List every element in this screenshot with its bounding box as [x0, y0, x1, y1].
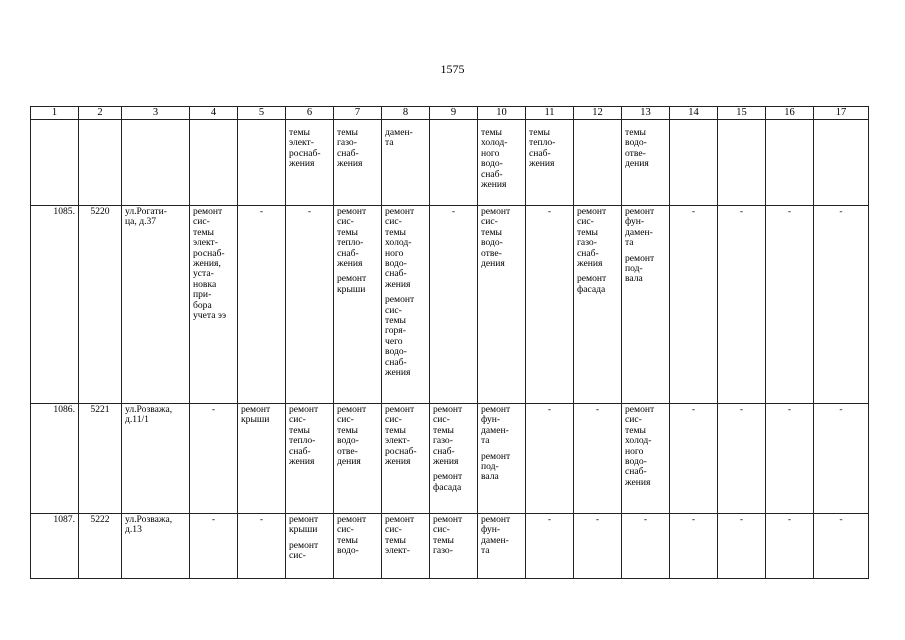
cell-entry: - [839, 206, 843, 217]
table-body [31, 120, 869, 579]
table-cell-col-17 [814, 120, 869, 206]
table-cell-col-5 [238, 404, 286, 514]
table-cell-col-13 [622, 404, 670, 514]
table-cell-col-2 [79, 514, 122, 579]
table-cell-col-9 [430, 120, 478, 206]
cell-entry: - [547, 404, 552, 415]
table-cell-col-13 [622, 206, 670, 404]
table-cell-col-8 [382, 404, 430, 514]
cell-entry: - [307, 206, 312, 217]
table-cell-col-6 [286, 404, 334, 514]
cell-entry: ремонт сис- темы водо- отве- дения [337, 404, 367, 468]
table-cell-col-16 [766, 120, 814, 206]
cell-entry: - [211, 514, 216, 525]
table-cell-col-7 [334, 514, 382, 579]
cell-entry: ремонт под- вала [625, 252, 655, 285]
cell-entry: - [787, 514, 792, 525]
table-cell-col-17 [814, 206, 869, 404]
cell-entry: ремонт сис- темы тепло- снаб- жения [289, 404, 319, 468]
table-cell-col-9 [430, 514, 478, 579]
column-number-row [31, 107, 869, 120]
cell-entry: - [691, 404, 696, 415]
table-cell-col-8 [382, 206, 430, 404]
column-header-14: 14 [670, 107, 718, 120]
table-cell-col-15 [718, 206, 766, 404]
cell-entry: - [211, 404, 216, 415]
column-header-6: 6 [286, 107, 334, 120]
cell-entry: 1087. [53, 514, 75, 525]
table-cell-col-11 [526, 514, 574, 579]
cell-entry: - [595, 404, 600, 415]
table-cell-col-10 [478, 514, 526, 579]
cell-entry: ремонт фун- дамен- та [625, 206, 655, 249]
table-cell-col-16 [766, 404, 814, 514]
cell-entry: - [259, 514, 264, 525]
column-header-4: 4 [190, 107, 238, 120]
cell-entry: - [259, 206, 264, 217]
table-cell-col-4 [190, 120, 238, 206]
cell-entry: ремонт фун- дамен- та [481, 514, 511, 557]
cell-entry: - [739, 514, 744, 525]
column-header-2: 2 [79, 107, 122, 120]
table-cell-col-12 [574, 404, 622, 514]
table-cell-col-1 [31, 404, 79, 514]
cell-entry: ремонт фасада [577, 273, 607, 295]
cell-entry: темы элект- роснаб- жения [289, 127, 321, 170]
page-number: 1575 [440, 62, 465, 76]
table-cell-col-2 [79, 206, 122, 404]
column-header-16: 16 [766, 107, 814, 120]
column-header-3: 3 [122, 107, 190, 120]
table-row [31, 404, 869, 514]
table-cell-col-10 [478, 404, 526, 514]
column-header-1: 1 [31, 107, 79, 120]
table-cell-col-14 [670, 120, 718, 206]
table-cell-col-8 [382, 120, 430, 206]
cell-entry: дамен- та [385, 127, 413, 149]
cell-entry: ремонт крыши [289, 514, 319, 536]
table-cell-col-11 [526, 120, 574, 206]
table-cell-col-14 [670, 514, 718, 579]
cell-entry: ремонт сис- темы элект- роснаб- жения, уста- новка при- бора учета ээ [193, 206, 227, 322]
cell-entry: 5221 [90, 404, 110, 415]
table-cell-col-1 [31, 206, 79, 404]
table-cell-col-7 [334, 404, 382, 514]
table-cell-col-5 [238, 514, 286, 579]
cell-entry: - [547, 514, 552, 525]
table-cell-col-6 [286, 120, 334, 206]
table-cell-col-12 [574, 514, 622, 579]
table-cell-col-8 [382, 514, 430, 579]
table-cell-col-17 [814, 404, 869, 514]
column-header-11: 11 [526, 107, 574, 120]
cell-entry: - [451, 206, 456, 217]
table-cell-col-3 [122, 120, 190, 206]
table-cell-col-7 [334, 206, 382, 404]
table-cell-col-11 [526, 404, 574, 514]
table-cell-col-15 [718, 514, 766, 579]
cell-entry: - [739, 206, 744, 217]
cell-entry: ремонт сис- темы водо- [337, 514, 367, 557]
register-table [30, 106, 869, 579]
cell-entry: ремонт сис- темы газо- [433, 514, 463, 557]
table-cell-col-16 [766, 206, 814, 404]
cell-entry: 5222 [90, 514, 110, 525]
cell-entry: ул.Розважа, д.13 [125, 514, 173, 536]
column-header-13: 13 [622, 107, 670, 120]
cell-entry: 5220 [90, 206, 110, 217]
cell-entry: темы тепло- снаб- жения [529, 127, 556, 170]
cell-entry: ремонт под- вала [481, 450, 511, 483]
table-cell-col-14 [670, 206, 718, 404]
table-cell-col-7 [334, 120, 382, 206]
table-row [31, 120, 869, 206]
cell-entry: 1086. [53, 404, 75, 415]
table-cell-col-12 [574, 206, 622, 404]
cell-entry: 1085. [53, 206, 75, 217]
cell-entry: ремонт крыши [337, 273, 367, 295]
cell-entry: ремонт сис- темы холод- ного водо- снаб- жения [385, 206, 415, 290]
cell-entry: - [839, 514, 843, 525]
column-header-7: 7 [334, 107, 382, 120]
column-header-10: 10 [478, 107, 526, 120]
table-cell-col-3 [122, 206, 190, 404]
table-cell-col-17 [814, 514, 869, 579]
cell-entry: - [691, 514, 696, 525]
cell-entry: ремонт сис- темы газо- снаб- жения [577, 206, 607, 270]
column-header-5: 5 [238, 107, 286, 120]
cell-entry: ремонт сис- темы холод- ного водо- снаб- жения [625, 404, 655, 488]
table-cell-col-3 [122, 514, 190, 579]
table-cell-col-4 [190, 514, 238, 579]
cell-entry: темы газо- снаб- жения [337, 127, 363, 170]
cell-entry: - [839, 404, 843, 415]
table-cell-col-10 [478, 120, 526, 206]
cell-entry: - [595, 514, 600, 525]
table-cell-col-9 [430, 206, 478, 404]
table-cell-col-2 [79, 404, 122, 514]
column-header-17: 17 [814, 107, 869, 120]
cell-entry: - [787, 206, 792, 217]
cell-entry: ремонт сис- темы элект- роснаб- жения [385, 404, 417, 468]
cell-entry: ремонт сис- темы газо- снаб- жения [433, 404, 463, 468]
cell-entry: - [547, 206, 552, 217]
table-cell-col-16 [766, 514, 814, 579]
table-cell-col-4 [190, 206, 238, 404]
table-cell-col-13 [622, 514, 670, 579]
cell-entry: ремонт крыши [241, 404, 271, 426]
cell-entry: ремонт сис- темы тепло- снаб- жения [337, 206, 367, 270]
cell-entry: - [739, 404, 744, 415]
table-cell-col-11 [526, 206, 574, 404]
table-cell-col-2 [79, 120, 122, 206]
table-cell-col-5 [238, 206, 286, 404]
cell-entry: ул.Розважа, д.11/1 [125, 404, 173, 426]
cell-entry: темы водо- отве- дения [625, 127, 649, 170]
column-header-9: 9 [430, 107, 478, 120]
table-cell-col-14 [670, 404, 718, 514]
cell-entry: ремонт сис- темы элект- [385, 514, 415, 557]
cell-entry: темы холод- ного водо- снаб- жения [481, 127, 508, 191]
table-cell-col-12 [574, 120, 622, 206]
table-cell-col-1 [31, 120, 79, 206]
cell-entry: ремонт сис- [289, 539, 319, 562]
table-cell-col-4 [190, 404, 238, 514]
table-cell-col-15 [718, 404, 766, 514]
cell-entry: ул.Рогати- ца, д.37 [125, 206, 167, 228]
table-cell-col-10 [478, 206, 526, 404]
column-header-8: 8 [382, 107, 430, 120]
table-row [31, 514, 869, 579]
table-cell-col-6 [286, 514, 334, 579]
cell-entry: - [691, 206, 696, 217]
cell-entry: ремонт фун- дамен- та [481, 404, 511, 447]
table-cell-col-1 [31, 514, 79, 579]
column-header-15: 15 [718, 107, 766, 120]
table-cell-col-5 [238, 120, 286, 206]
cell-entry: ремонт сис- темы горя- чего водо- снаб- жения [385, 294, 415, 379]
column-header-12: 12 [574, 107, 622, 120]
cell-entry: - [787, 404, 792, 415]
cell-entry: ремонт фасада [433, 471, 463, 493]
table-cell-col-3 [122, 404, 190, 514]
table-cell-col-9 [430, 404, 478, 514]
table-cell-col-15 [718, 120, 766, 206]
table-row [31, 206, 869, 404]
table-cell-col-6 [286, 206, 334, 404]
table-cell-col-13 [622, 120, 670, 206]
cell-entry: ремонт сис- темы водо- отве- дения [481, 206, 511, 270]
cell-entry: - [643, 514, 648, 525]
